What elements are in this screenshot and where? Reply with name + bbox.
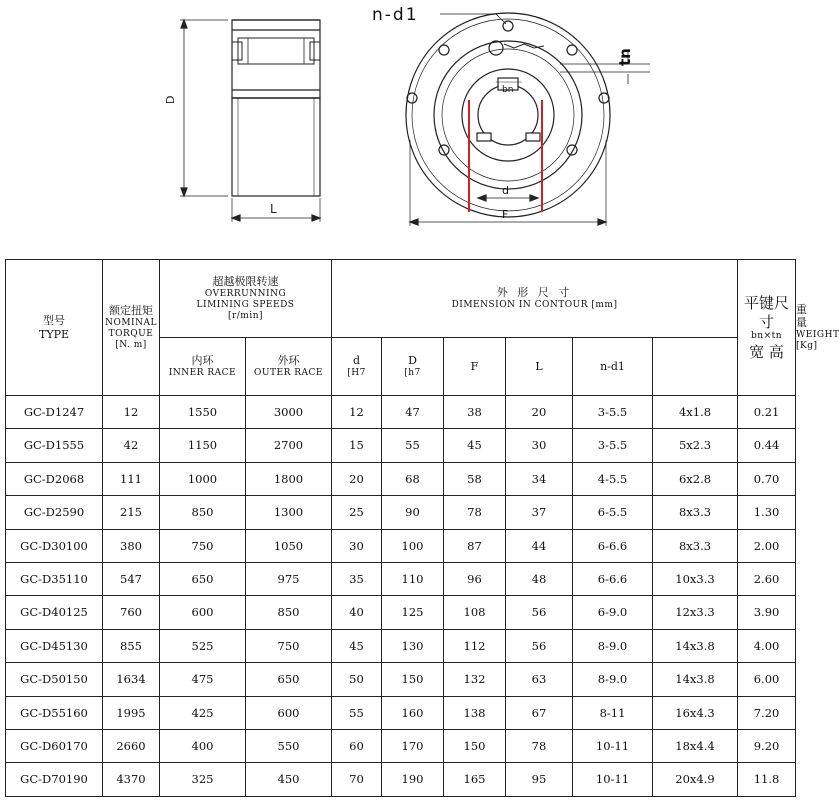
cell-nd1: 10-11	[573, 729, 653, 762]
cell-d: 55	[332, 696, 382, 729]
cell-weight: 4.00	[738, 629, 796, 662]
cell-F: 132	[444, 663, 506, 696]
cell-D: 130	[382, 629, 444, 662]
cell-speed-outer: 1050	[246, 529, 332, 562]
header-F-label: F	[470, 359, 479, 373]
cell-torque: 1634	[103, 663, 160, 696]
cell-speed-inner: 650	[160, 562, 246, 595]
cell-torque: 111	[103, 462, 160, 495]
cell-D: 47	[382, 396, 444, 429]
cell-L: 34	[506, 462, 573, 495]
cell-torque: 760	[103, 596, 160, 629]
cell-d: 70	[332, 763, 382, 796]
cell-F: 108	[444, 596, 506, 629]
cell-type: GC-D1555	[6, 429, 103, 462]
header-type	[6, 260, 103, 396]
cell-weight: 6.00	[738, 663, 796, 696]
cell-D: 190	[382, 763, 444, 796]
header-dimension	[332, 260, 738, 338]
cell-weight: 3.90	[738, 596, 796, 629]
cell-d: 20	[332, 462, 382, 495]
cell-D: 55	[382, 429, 444, 462]
cell-L: 20	[506, 396, 573, 429]
cell-type: GC-D50150	[6, 663, 103, 696]
cell-D: 150	[382, 663, 444, 696]
cell-nd1: 10-11	[573, 763, 653, 796]
table-row	[6, 729, 796, 762]
cell-torque: 547	[103, 562, 160, 595]
cell-D: 68	[382, 462, 444, 495]
cell-L: 95	[506, 763, 573, 796]
cell-L: 30	[506, 429, 573, 462]
cell-weight: 7.20	[738, 696, 796, 729]
cell-weight: 1.30	[738, 496, 796, 529]
header-D-tol: [h7	[404, 367, 421, 378]
cell-torque: 12	[103, 396, 160, 429]
cell-F: 58	[444, 462, 506, 495]
technical-drawing	[0, 0, 800, 252]
header-D	[382, 338, 444, 396]
cell-F: 112	[444, 629, 506, 662]
cell-weight: 2.00	[738, 529, 796, 562]
cell-D: 125	[382, 596, 444, 629]
table-row	[6, 462, 796, 495]
table-body	[6, 396, 796, 797]
cell-d: 35	[332, 562, 382, 595]
cell-weight: 9.20	[738, 729, 796, 762]
cell-nd1: 6-6.6	[573, 562, 653, 595]
dim-label-L: L	[270, 202, 277, 216]
cell-torque: 42	[103, 429, 160, 462]
cell-speed-outer: 1300	[246, 496, 332, 529]
header-torque	[103, 260, 160, 396]
cell-key-size: 10x3.3	[653, 562, 738, 595]
cell-d: 30	[332, 529, 382, 562]
cell-speed-outer: 975	[246, 562, 332, 595]
table-row	[6, 696, 796, 729]
cell-key-size: 14x3.8	[653, 629, 738, 662]
table-row	[6, 529, 796, 562]
cell-F: 38	[444, 396, 506, 429]
cell-speed-inner: 600	[160, 596, 246, 629]
cell-d: 12	[332, 396, 382, 429]
cell-L: 63	[506, 663, 573, 696]
header-speed-en2: LIMINING SPEEDS	[196, 299, 295, 310]
cell-nd1: 3-5.5	[573, 396, 653, 429]
cell-type: GC-D1247	[6, 396, 103, 429]
cell-speed-inner: 400	[160, 729, 246, 762]
header-d-tol: [H7	[347, 367, 366, 378]
cell-F: 150	[444, 729, 506, 762]
cell-nd1: 6-9.0	[573, 596, 653, 629]
dim-label-F: F	[502, 208, 509, 221]
cell-D: 100	[382, 529, 444, 562]
cell-type: GC-D35110	[6, 562, 103, 595]
cell-speed-outer: 450	[246, 763, 332, 796]
header-nd1-label: n-d1	[600, 359, 625, 373]
cell-d: 15	[332, 429, 382, 462]
cell-type: GC-D60170	[6, 729, 103, 762]
cell-d: 60	[332, 729, 382, 762]
cell-d: 50	[332, 663, 382, 696]
header-speed-en1: OVERRUNNING	[204, 288, 287, 299]
dim-label-nd1: n-d1	[372, 5, 419, 25]
cell-torque: 380	[103, 529, 160, 562]
cell-type: GC-D40125	[6, 596, 103, 629]
header-nd1	[573, 338, 653, 396]
cell-torque: 2660	[103, 729, 160, 762]
cell-L: 44	[506, 529, 573, 562]
header-key-wh: 宽 高	[749, 342, 784, 361]
cell-speed-outer: 850	[246, 596, 332, 629]
header-torque-unit: [N. m]	[115, 340, 147, 350]
cell-F: 138	[444, 696, 506, 729]
cell-speed-outer: 1800	[246, 462, 332, 495]
cell-key-size: 4x1.8	[653, 396, 738, 429]
cell-F: 165	[444, 763, 506, 796]
cell-type: GC-D45130	[6, 629, 103, 662]
header-key-cn: 平键尺寸	[744, 293, 790, 331]
header-L	[506, 338, 573, 396]
side-view	[180, 20, 320, 222]
cell-nd1: 6-5.5	[573, 496, 653, 529]
cell-speed-inner: 425	[160, 696, 246, 729]
header-type-cn: 型号	[43, 313, 65, 327]
header-D-label: D	[408, 354, 417, 367]
header-speed-unit: [r/min]	[227, 311, 264, 321]
cell-weight: 0.21	[738, 396, 796, 429]
cell-key-size: 16x4.3	[653, 696, 738, 729]
header-torque-en1: NOMINAL	[105, 317, 157, 328]
cell-key-size: 8x3.3	[653, 529, 738, 562]
cell-speed-inner: 1550	[160, 396, 246, 429]
table-row	[6, 496, 796, 529]
header-outer-en: OUTER RACE	[254, 367, 323, 378]
cell-L: 37	[506, 496, 573, 529]
table-row	[6, 396, 796, 429]
cell-key-size: 6x2.8	[653, 462, 738, 495]
cell-L: 56	[506, 596, 573, 629]
cell-nd1: 6-6.6	[573, 529, 653, 562]
cell-speed-outer: 3000	[246, 396, 332, 429]
cell-type: GC-D2590	[6, 496, 103, 529]
cell-L: 48	[506, 562, 573, 595]
header-inner-en: INNER RACE	[168, 367, 237, 378]
cell-speed-inner: 1150	[160, 429, 246, 462]
header-dimension-en: DIMENSION IN CONTOUR [mm]	[451, 299, 618, 310]
cell-nd1: 8-11	[573, 696, 653, 729]
cell-torque: 215	[103, 496, 160, 529]
cell-d: 40	[332, 596, 382, 629]
cell-L: 67	[506, 696, 573, 729]
header-dimension-cn: 外 形 尺 寸	[496, 286, 573, 299]
cell-F: 87	[444, 529, 506, 562]
cell-D: 90	[382, 496, 444, 529]
header-outer-race	[246, 338, 332, 396]
cell-nd1: 4-5.5	[573, 462, 653, 495]
cell-key-size: 5x2.3	[653, 429, 738, 462]
table-row	[6, 629, 796, 662]
header-key-sym: bn×tn	[751, 331, 783, 342]
cell-torque: 855	[103, 629, 160, 662]
cell-nd1: 8-9.0	[573, 663, 653, 696]
cell-key-size: 20x4.9	[653, 763, 738, 796]
cell-torque: 1995	[103, 696, 160, 729]
cell-weight: 2.60	[738, 562, 796, 595]
header-speed-cn: 超越极限转速	[212, 274, 279, 288]
header-weight-cn: 重量	[796, 302, 808, 330]
cell-key-size: 18x4.4	[653, 729, 738, 762]
cell-D: 170	[382, 729, 444, 762]
dim-label-D: D	[164, 95, 177, 104]
cell-speed-inner: 850	[160, 496, 246, 529]
cell-nd1: 8-9.0	[573, 629, 653, 662]
header-key-size	[738, 260, 796, 396]
cell-type: GC-D55160	[6, 696, 103, 729]
table-row	[6, 663, 796, 696]
cell-L: 78	[506, 729, 573, 762]
cell-type: GC-D70190	[6, 763, 103, 796]
cell-D: 110	[382, 562, 444, 595]
header-L-label: L	[535, 359, 543, 373]
cell-speed-outer: 750	[246, 629, 332, 662]
cell-speed-inner: 750	[160, 529, 246, 562]
dim-label-bn: bn	[502, 85, 514, 95]
cell-torque: 4370	[103, 763, 160, 796]
header-speed	[160, 260, 332, 338]
drawing-svg	[0, 0, 800, 252]
cell-key-size: 12x3.3	[653, 596, 738, 629]
cell-speed-inner: 475	[160, 663, 246, 696]
header-d-label: d	[352, 354, 361, 367]
cell-F: 45	[444, 429, 506, 462]
cell-d: 25	[332, 496, 382, 529]
front-view	[406, 13, 650, 226]
header-F	[444, 338, 506, 396]
cell-speed-inner: 1000	[160, 462, 246, 495]
cell-key-size: 8x3.3	[653, 496, 738, 529]
cell-speed-outer: 650	[246, 663, 332, 696]
cell-L: 56	[506, 629, 573, 662]
header-inner-cn: 内环	[191, 354, 214, 367]
dim-label-d: d	[502, 184, 509, 197]
cell-type: GC-D2068	[6, 462, 103, 495]
header-d	[332, 338, 382, 396]
cell-speed-outer: 2700	[246, 429, 332, 462]
cell-speed-outer: 550	[246, 729, 332, 762]
table-row	[6, 429, 796, 462]
header-outer-cn: 外环	[277, 354, 300, 367]
cell-weight: 0.70	[738, 462, 796, 495]
dim-label-tn: tn	[616, 48, 634, 66]
table-row	[6, 596, 796, 629]
cell-weight: 0.44	[738, 429, 796, 462]
cell-type: GC-D30100	[6, 529, 103, 562]
specification-table	[5, 259, 839, 797]
cell-nd1: 3-5.5	[573, 429, 653, 462]
table-row	[6, 562, 796, 595]
header-torque-en2: TORQUE	[108, 328, 154, 339]
table-row	[6, 763, 796, 796]
cell-speed-inner: 325	[160, 763, 246, 796]
header-type-en: TYPE	[38, 327, 70, 341]
cell-F: 96	[444, 562, 506, 595]
header-row-1: 型号 TYPE 额定扭矩 NOMINAL TORQUE [N. m] 超越极限转速 OVERRUNNING LIMINING SPEEDS [r/min] 外 形 尺 寸 DIMENSION IN CONTOUR [mm] 平键尺寸 bn×tn 宽 高 重量 WEIGHT [Kg]	[6, 260, 796, 338]
cell-weight: 11.8	[738, 763, 796, 796]
cell-F: 78	[444, 496, 506, 529]
cell-D: 160	[382, 696, 444, 729]
cell-speed-inner: 525	[160, 629, 246, 662]
cell-d: 45	[332, 629, 382, 662]
cell-speed-outer: 600	[246, 696, 332, 729]
header-inner-race	[160, 338, 246, 396]
header-torque-cn: 额定扭矩	[109, 303, 153, 317]
cell-key-size: 14x3.8	[653, 663, 738, 696]
